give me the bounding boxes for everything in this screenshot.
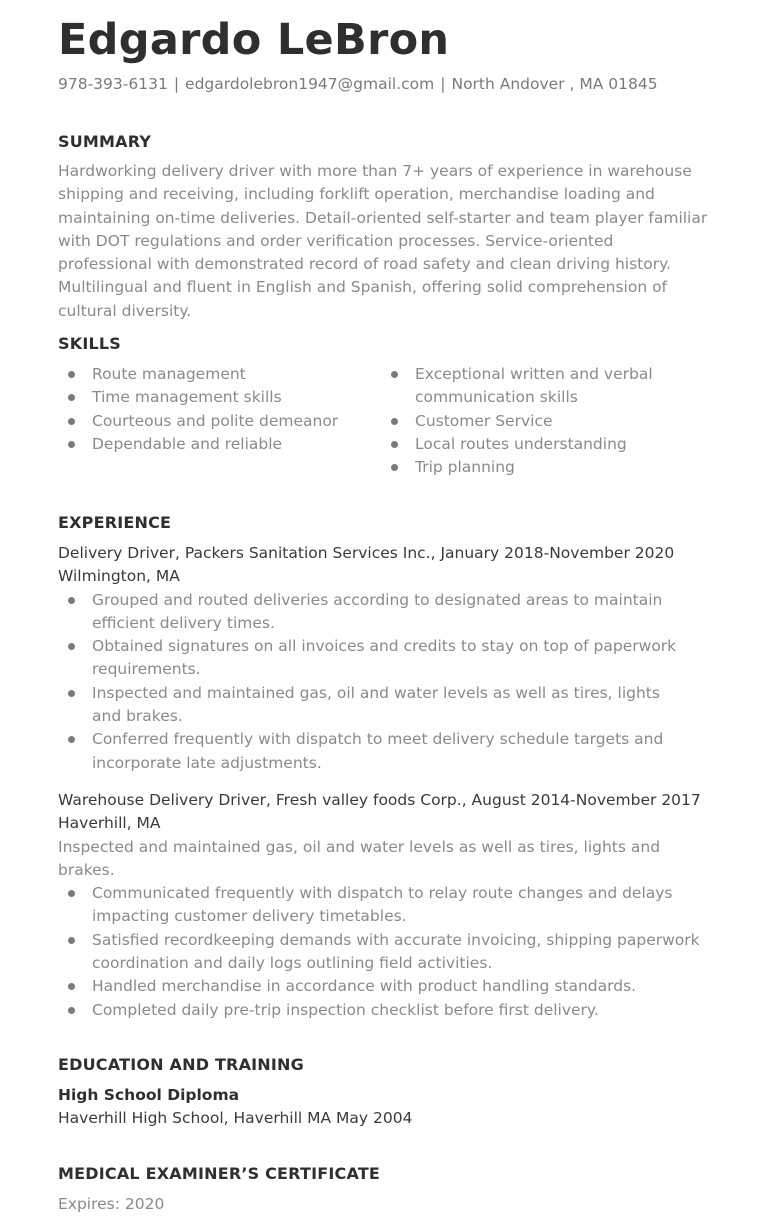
summary-text: Hardworking delivery driver with more than 7+ years of experience in warehouse shipping and receiving, including forklift operation, merchandise loading and maintaining on-time deliveries. Detail-oriented self-starter and team player familiar with DOT regulations and order verification processes. Service-oriented professional with demonstrated record of road safety and clean driving history. Multilingual and fluent in English and Spanish, offering solid comprehension of cultural diversity.	[58, 162, 708, 320]
skill-item: Trip planning	[381, 456, 681, 479]
school: Haverhill High School, Haverhill MA May 2004	[58, 1109, 413, 1128]
summary-heading: SUMMARY	[58, 132, 152, 151]
job-bullet: Inspected and maintained gas, oil and water levels as well as tires, lights and brakes.	[58, 682, 678, 729]
job-title: Warehouse Delivery Driver, Fresh valley foods Corp., August 2014-November 2017	[58, 791, 701, 809]
skill-item: Time management skills	[58, 386, 378, 409]
job-bullet: Completed daily pre-trip inspection checklist before first delivery.	[58, 999, 718, 1022]
skills-list-right	[381, 363, 681, 479]
education-heading: EDUCATION AND TRAINING	[58, 1055, 304, 1074]
education-entry	[58, 1084, 718, 1131]
job-location: Wilmington, MA	[58, 567, 180, 586]
job-bullet: Satisfied recordkeeping demands with accurate invoicing, shipping paperwork coordination and daily logs outlining field activities.	[58, 929, 718, 976]
job-bullets	[58, 882, 718, 1022]
job-location: Haverhill, MA	[58, 814, 161, 833]
job-bullet: Obtained signatures on all invoices and credits to stay on top of paperwork requirements.	[58, 635, 678, 682]
certificate-heading: MEDICAL EXAMINER’S CERTIFICATE	[58, 1164, 381, 1183]
job-bullets	[58, 589, 678, 775]
email: edgardolebron1947@gmail.com	[185, 75, 435, 93]
degree: High School Diploma	[58, 1086, 240, 1104]
contact-line	[58, 73, 658, 95]
skill-item: Dependable and reliable	[58, 433, 378, 456]
job-title: Delivery Driver, Packers Sanitation Services Inc., January 2018-November 2020	[58, 544, 675, 562]
job-bullet: Communicated frequently with dispatch to relay route changes and delays impacting customer delivery timetables.	[58, 882, 718, 929]
separator: |	[440, 75, 446, 93]
location: North Andover , MA 01845	[451, 75, 658, 93]
skills-list-left	[58, 363, 378, 456]
job-entry	[58, 542, 718, 775]
skill-item: Customer Service	[381, 410, 681, 433]
job-bullet: Grouped and routed deliveries according to designated areas to maintain efficient delivery times.	[58, 589, 678, 636]
candidate-name: Edgardo LeBron	[58, 15, 450, 65]
skill-item: Exceptional written and verbal communication skills	[381, 363, 665, 410]
skills-heading: SKILLS	[58, 334, 121, 353]
phone: 978-393-6131	[58, 75, 168, 93]
skill-item: Route management	[58, 363, 378, 386]
certificate-expires: Expires: 2020	[58, 1195, 165, 1213]
job-entry	[58, 789, 718, 1022]
skill-item: Local routes understanding	[381, 433, 681, 456]
skill-item: Courteous and polite demeanor	[58, 410, 378, 433]
experience-heading: EXPERIENCE	[58, 513, 172, 532]
job-bullet: Handled merchandise in accordance with product handling standards.	[58, 975, 718, 998]
job-bullet: Conferred frequently with dispatch to meet delivery schedule targets and incorporate late adjustments.	[58, 728, 678, 775]
job-intro: Inspected and maintained gas, oil and water levels as well as tires, lights and brakes.	[58, 837, 661, 879]
separator: |	[173, 75, 180, 93]
